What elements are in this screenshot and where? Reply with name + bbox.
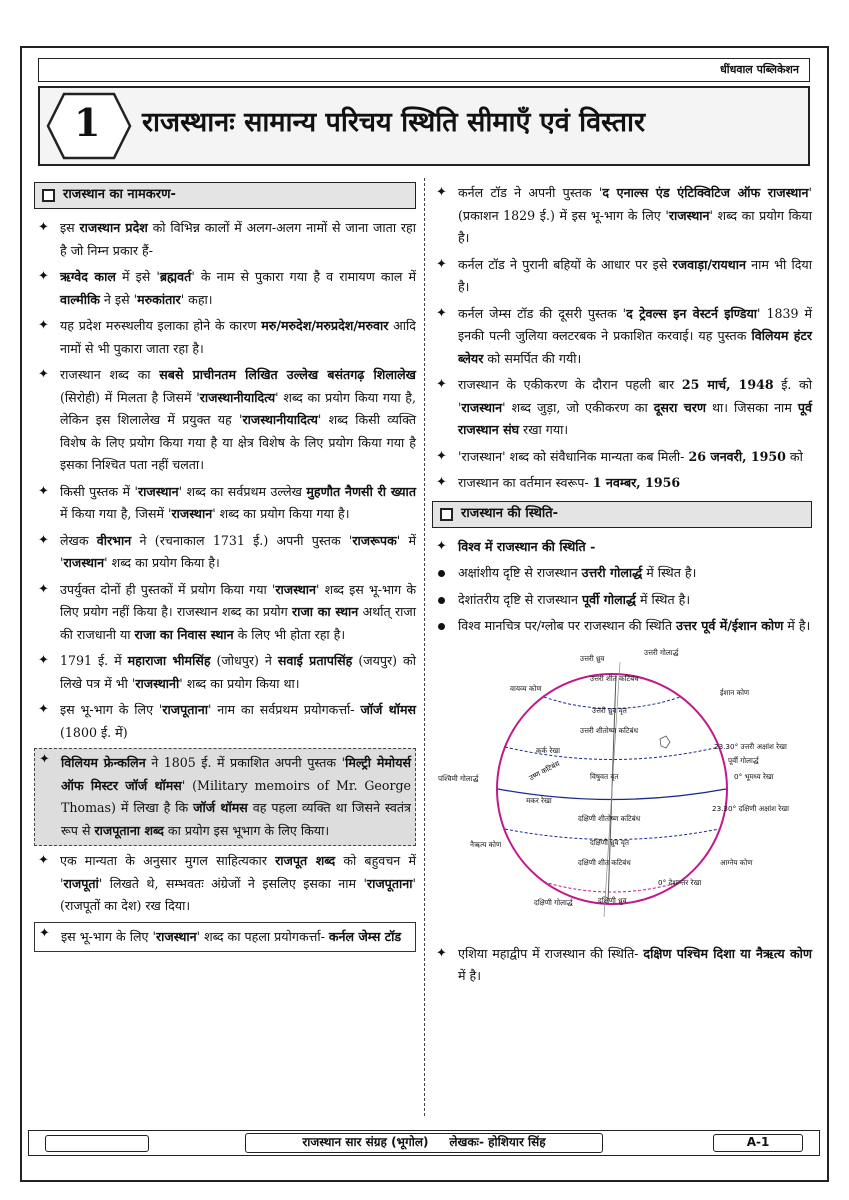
label-north-hemisphere: उत्तरी गोलार्द्ध xyxy=(644,647,679,657)
page-footer xyxy=(28,1130,820,1156)
label-prime-meridian: 0° देशान्तर रेखा xyxy=(658,877,702,887)
four-point-star-icon: ✦ xyxy=(38,318,49,333)
list-item: ✦ यह प्रदेश मरुस्थलीय इलाका होने के कारण मरु/मरुदेश/मरुप्रदेश/मरुवार आदि नामों से भी पुकारा जाता रहा है। xyxy=(34,315,416,360)
four-point-star-icon: ✦ xyxy=(436,475,447,490)
four-point-star-icon: ✦ xyxy=(38,220,49,235)
label-tropic-capricorn: मकर रेखा xyxy=(526,795,552,805)
checkbox-square-icon xyxy=(440,508,453,521)
list-item: ✦ एक मान्यता के अनुसार मुगल साहित्यकार राजपूत शब्द को बहुवचन में 'राजपूतां' लिखते थे, सम्भवतः अंग्रेजों ने इसलिए इसका नाम 'राजपूताना' (राजपूतों का देश) रख दिया। xyxy=(34,850,416,918)
label-northeast: ईशान कोण xyxy=(720,687,750,697)
four-point-star-icon: ✦ xyxy=(436,448,447,464)
right-column xyxy=(432,182,812,992)
boxed-list-item: ✦ इस भू-भाग के लिए 'राजस्थान' शब्द का पहला प्रयोगकर्त्ता- कर्नल जेम्स टॉड xyxy=(34,922,416,953)
filled-circle-icon xyxy=(438,570,445,577)
list-item: ✦ उपर्युक्त दोनों ही पुस्तकों में प्रयोग किया गया 'राजस्थान' शब्द इस भू-भाग के लिए प्रयोग नहीं किया है। राजस्थान शब्द का प्रयोग राजा का स्थान अर्थात् राजा की राजधानी या राजा का निवास स्थान के लिए भी होता रहा है। xyxy=(34,579,416,647)
label-north-cold-zone: उत्तरी शीत कटिबंध xyxy=(590,673,639,683)
left-column xyxy=(34,182,416,956)
four-point-star-icon: ✦ xyxy=(38,532,49,548)
four-point-star-icon: ✦ xyxy=(436,377,447,392)
list-item: ✦ इस भू-भाग के लिए 'राजपूताना' नाम का सर्वप्रथम प्रयोगकर्त्ता- जॉर्ज थॉमस (1800 ई. में) xyxy=(34,699,416,744)
subheading-item: ✦ विश्व में राजस्थान की स्थिति - xyxy=(432,536,812,559)
list-item: ✦ राजस्थान के एकीकरण के दौरान पहली बार 25 मार्च, 1948 ई. को 'राजस्थान' शब्द जुड़ा, जो एकीकरण का दूसरा चरण था। जिसका नाम पूर्व राजस्थान संघ रखा गया। xyxy=(432,374,812,442)
label-torrid-zone: उष्ण कटिबंध xyxy=(527,758,562,782)
publisher-bar xyxy=(38,58,810,82)
four-point-star-icon: ✦ xyxy=(436,945,447,961)
four-point-star-icon: ✦ xyxy=(436,185,447,200)
list-item: ✦ कर्नल टॉड ने अपनी पुस्तक 'द एनाल्स एंड एंटिक्विटिज ऑफ राजस्थान' (प्रकाशन 1829 ई.) में इस भू-भाग के लिए 'राजस्थान' शब्द का प्रयोग किया है। xyxy=(432,182,812,250)
four-point-star-icon: ✦ xyxy=(38,367,49,382)
list-item: ✦ इस राजस्थान प्रदेश को विभिन्न कालों में अलग-अलग नामों से जाना जाता रहा है जो निम्न प्रकार हैं- xyxy=(34,217,416,262)
label-antarctic-circle: दक्षिणी ध्रुव वृत xyxy=(590,837,629,847)
bullet-item: विश्व मानचित्र पर/ग्लोब पर राजस्थान की स्थिति उत्तर पूर्व में/ईशान कोण में है। xyxy=(432,615,812,638)
label-south-hemisphere: दक्षिणी गोलार्द्ध xyxy=(534,897,573,907)
label-tropic-cancer: कर्क रेखा xyxy=(536,745,561,755)
label-southwest: नैऋत्य कोण xyxy=(470,839,502,849)
four-point-star-icon: ✦ xyxy=(38,269,49,284)
page-number: A-1 xyxy=(713,1134,803,1152)
four-point-star-icon: ✦ xyxy=(436,305,447,321)
section-heading-location: राजस्थान की स्थिति- xyxy=(432,501,812,528)
label-south-temperate: दक्षिणी शीतोष्ण कटिबंध xyxy=(578,813,641,823)
four-point-star-icon: ✦ xyxy=(38,483,49,499)
bullet-item: देशांतरीय दृष्टि से राजस्थान पूर्वी गोलार्द्ध में स्थित है। xyxy=(432,589,812,612)
publisher-name: धींधवाल पब्लिकेशन xyxy=(719,63,799,76)
label-tropic-capricorn-lat: 23.30° दक्षिणी अक्षांश रेखा xyxy=(712,803,789,813)
chapter-number: 1 xyxy=(74,100,101,145)
bullet-item: अक्षांशीय दृष्टि से राजस्थान उत्तरी गोलार्द्ध में स्थित है। xyxy=(432,562,812,585)
four-point-star-icon: ✦ xyxy=(39,925,50,941)
four-point-star-icon: ✦ xyxy=(38,702,49,717)
label-northwest: वायव्य कोण xyxy=(510,683,542,693)
globe-diagram xyxy=(432,642,812,937)
column-divider xyxy=(424,178,425,1116)
filled-circle-icon xyxy=(438,623,445,630)
footer-book-title: राजस्थान सार संग्रह (भूगोल) xyxy=(302,1135,429,1149)
label-tropic-cancer-lat: 23.30° उत्तरी अक्षांश रेखा xyxy=(714,741,787,751)
four-point-star-icon: ✦ xyxy=(436,256,447,272)
label-north-pole: उत्तरी ध्रुव xyxy=(580,653,605,663)
list-item: ✦ कर्नल जेम्स टॉड की दूसरी पुस्तक 'द ट्रेवल्स इन वेस्टर्न इण्डिया' 1839 में इनकी पत्नी जुलिया क्लटरबक ने प्रकाशित करवाई। यह पुस्तक विलियम हंटर ब्लेयर को समर्पित की गयी। xyxy=(432,303,812,371)
list-item: ✦ राजस्थान शब्द का सबसे प्राचीनतम लिखित उल्लेख बसंतगढ़ शिलालेख (सिरोही) में मिलता है जिसमें 'राजस्थानीयादित्य' शब्द का प्रयोग किया गया है, लेकिन इस शिलालेख में प्रयुक्त यह 'राजस्थानीयादित्य' शब्द किसी व्यक्ति विशेष के लिए प्रयोग किया गया है या क्षेत्र विशेष के लिए प्रयोग किया गया है इसका निश्चित पता नहीं चलता। xyxy=(34,364,416,477)
label-equator: विषुवत वृत xyxy=(590,771,619,781)
list-item: ✦ राजस्थान का वर्तमान स्वरूप- 1 नवम्बर, 1956 xyxy=(432,472,812,495)
label-south-pole: दक्षिणी ध्रुव xyxy=(598,895,627,905)
label-arctic-circle: उत्तरी ध्रुव वृत xyxy=(592,705,627,715)
label-southeast: आग्नेय कोण xyxy=(720,857,753,867)
list-item: ✦ लेखक वीरभान ने (रचनाकाल 1731 ई.) अपनी पुस्तक 'राजरूपक' में 'राजस्थान' शब्द का प्रयोग किया है। xyxy=(34,530,416,575)
footer-blank-box xyxy=(45,1135,149,1152)
four-point-star-icon: ✦ xyxy=(436,538,447,554)
list-item: ✦ ऋग्वेद काल में इसे 'ब्रह्मवर्त' के नाम से पुकारा गया है व रामायण काल में वाल्मीकि ने इसे 'मरुकांतार' कहा। xyxy=(34,266,416,311)
label-east-hemisphere: पूर्वी गोलार्द्ध xyxy=(728,755,759,765)
label-west-hemisphere: पश्चिमी गोलार्द्ध xyxy=(438,773,479,783)
footer-author: लेखकः- होशियार सिंह xyxy=(449,1135,546,1149)
list-item: ✦ कर्नल टॉड ने पुरानी बहियों के आधार पर इसे रजवाड़ा/रायथान नाम भी दिया है। xyxy=(432,254,812,299)
label-north-temperate: उत्तरी शीतोष्ण कटिबंध xyxy=(580,725,639,735)
checkbox-square-icon xyxy=(42,189,55,202)
list-item: ✦ 1791 ई. में महाराजा भीमसिंह (जोधपुर) ने सवाई प्रतापसिंह (जयपुर) को लिखे पत्र में भी 'राजस्थानी' शब्द का प्रयोग किया था। xyxy=(34,650,416,695)
list-item: ✦ किसी पुस्तक में 'राजस्थान' शब्द का सर्वप्रथम उल्लेख मुहणौत नैणसी री ख्यात में किया गया है, जिसमें 'राजस्थान' शब्द का प्रयोग किया गया है। xyxy=(34,481,416,526)
four-point-star-icon: ✦ xyxy=(39,752,50,767)
list-item: ✦ 'राजस्थान' शब्द को संवैधानिक मान्यता कब मिली- 26 जनवरी, 1950 को xyxy=(432,446,812,469)
four-point-star-icon: ✦ xyxy=(38,653,49,668)
list-item: ✦ एशिया महाद्वीप में राजस्थान की स्थिति- दक्षिण पश्चिम दिशा या नैऋत्य कोण में है। xyxy=(432,943,812,988)
four-point-star-icon: ✦ xyxy=(38,581,49,597)
label-equator-lat: 0° भूमध्य रेखा xyxy=(734,771,774,781)
filled-circle-icon xyxy=(438,597,445,604)
highlighted-list-item: ✦ विलियम फ्रेन्कलिन ने 1805 ई. में प्रकाशित अपनी पुस्तक 'मिल्ट्री मेमोयर्स ऑफ मिस्टर जॉर्ज थॉमस' (Military memoirs of Mr. George Thomas) में लिखा है कि जॉर्ज थॉमस वह पहला व्यक्ति था जिसने स्वतंत्र रूप से राजपूताना शब्द का प्रयोग इस भूभाग के लिए किया। xyxy=(34,748,416,846)
four-point-star-icon: ✦ xyxy=(38,853,49,868)
section-heading-naming: राजस्थान का नामकरण- xyxy=(34,182,416,209)
chapter-title-banner xyxy=(38,86,810,166)
footer-book-info xyxy=(245,1133,603,1153)
chapter-title: राजस्थानः सामान्य परिचय स्थिति सीमाएँ एवं विस्तार xyxy=(142,107,646,138)
label-south-cold-zone: दक्षिणी शीत कटिबंध xyxy=(578,857,631,867)
